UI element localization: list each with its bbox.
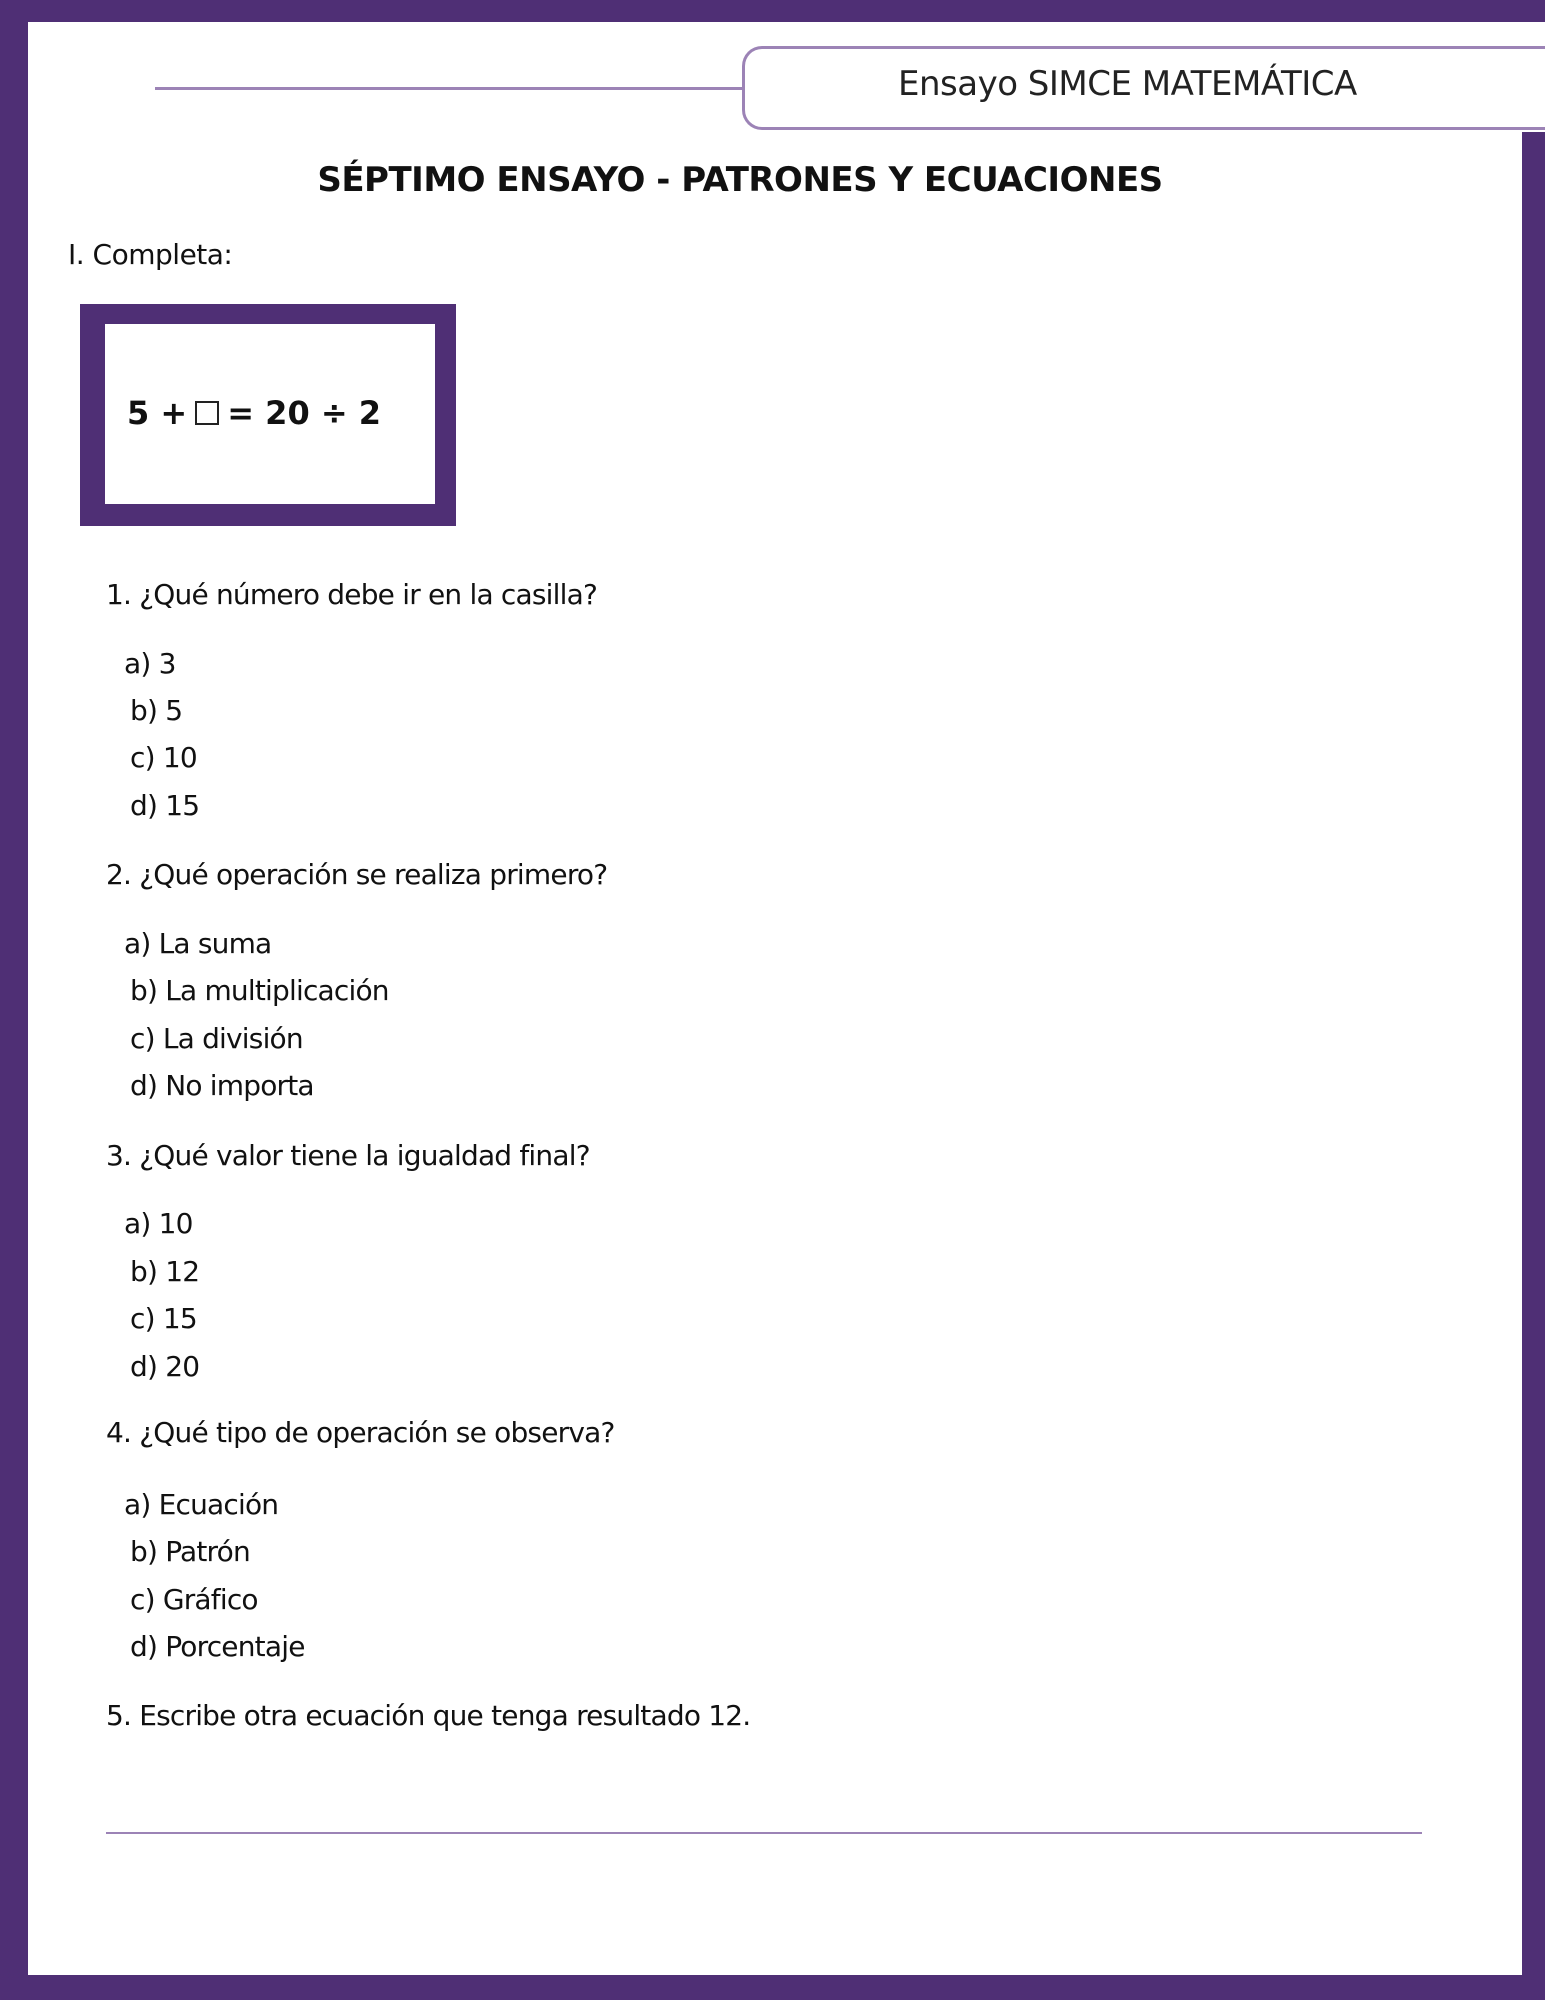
question-1-option-c[interactable]: c) 10 bbox=[130, 741, 197, 774]
equation-frame bbox=[80, 304, 456, 526]
header-rule bbox=[155, 87, 745, 90]
question-3-option-c[interactable]: c) 15 bbox=[130, 1302, 197, 1335]
question-2-option-b[interactable]: b) La multiplicación bbox=[130, 974, 389, 1007]
question-4-option-a[interactable]: a) Ecuación bbox=[124, 1488, 279, 1521]
equation bbox=[127, 394, 381, 432]
question-3: 3. ¿Qué valor tiene la igualdad final? bbox=[106, 1139, 590, 1172]
question-1-option-b[interactable]: b) 5 bbox=[130, 694, 183, 727]
question-2-option-a[interactable]: a) La suma bbox=[124, 927, 272, 960]
equation-right: = 20 ÷ 2 bbox=[227, 394, 382, 432]
header-tab-text: Ensayo SIMCE MATEMÁTICA bbox=[898, 64, 1357, 104]
right-frame-border bbox=[1522, 0, 1545, 2000]
question-4: 4. ¿Qué tipo de operación se observa? bbox=[106, 1416, 615, 1449]
question-5: 5. Escribe otra ecuación que tenga resultado 12. bbox=[106, 1699, 751, 1732]
question-1-option-a[interactable]: a) 3 bbox=[124, 647, 176, 680]
page-title: SÉPTIMO ENSAYO - PATRONES Y ECUACIONES bbox=[317, 160, 1163, 200]
question-2-option-c[interactable]: c) La división bbox=[130, 1022, 303, 1055]
answer-line bbox=[106, 1832, 1422, 1834]
question-1: 1. ¿Qué número debe ir en la casilla? bbox=[106, 578, 598, 611]
answer-square-icon bbox=[195, 401, 219, 425]
section-label: I. Completa: bbox=[68, 238, 233, 271]
equation-box bbox=[105, 324, 435, 504]
question-4-option-d[interactable]: d) Porcentaje bbox=[130, 1630, 305, 1663]
question-4-option-c[interactable]: c) Gráfico bbox=[130, 1583, 258, 1616]
question-3-option-d[interactable]: d) 20 bbox=[130, 1350, 200, 1383]
equation-left: 5 + bbox=[127, 394, 188, 432]
question-3-option-b[interactable]: b) 12 bbox=[130, 1255, 200, 1288]
question-1-option-d[interactable]: d) 15 bbox=[130, 789, 200, 822]
question-2: 2. ¿Qué operación se realiza primero? bbox=[106, 858, 608, 891]
question-2-option-d[interactable]: d) No importa bbox=[130, 1069, 314, 1102]
question-3-option-a[interactable]: a) 10 bbox=[124, 1207, 193, 1240]
question-4-option-b[interactable]: b) Patrón bbox=[130, 1535, 250, 1568]
